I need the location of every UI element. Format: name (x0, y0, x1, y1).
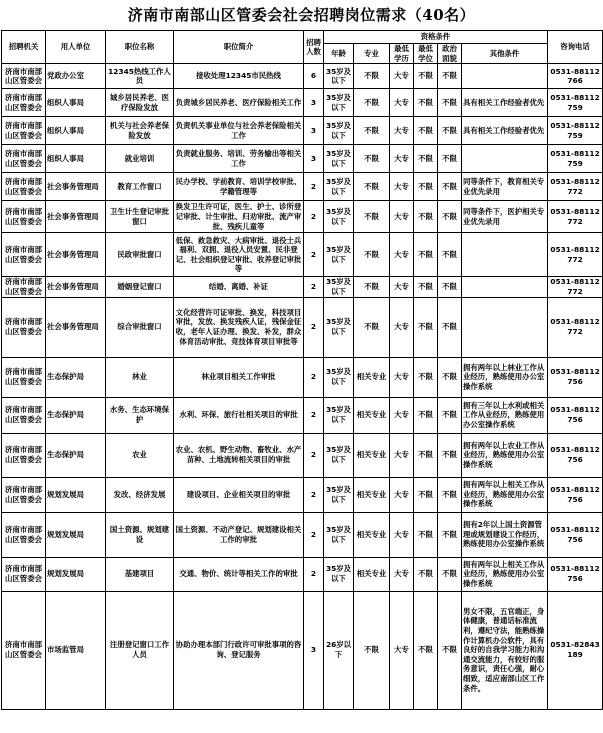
other-cell: 拥有两年以上农业工作从业经历，熟练使用办公室操作系统 (462, 433, 548, 477)
other-cell: 具有相关工作经验者优先 (462, 89, 548, 117)
header-org: 招聘机关 (2, 31, 46, 64)
degree-cell: 不限 (414, 297, 438, 357)
edu-cell: 大专 (390, 433, 414, 477)
post-cell: 卫生计生登记审批窗口 (106, 201, 174, 233)
intro-cell: 水利、环保、旅行社相关项目的审批 (174, 397, 304, 433)
recruitment-table (1, 30, 603, 710)
intro-cell: 换发卫生许可证，医生、护士、诊所登记审批、计生审批、归劝审批、流产审批、残疾儿童等 (174, 201, 304, 233)
intro-cell: 建设项目、企业相关项目的审批 (174, 477, 304, 512)
unit-cell: 党政办公室 (46, 64, 106, 89)
unit-cell: 规划发展局 (46, 557, 106, 591)
org-cell: 济南市南部山区管委会 (2, 397, 46, 433)
degree-cell: 不限 (414, 89, 438, 117)
degree-cell: 不限 (414, 64, 438, 89)
header-post: 职位名称 (106, 31, 174, 64)
edu-cell: 大专 (390, 397, 414, 433)
age-cell: 35岁及以下 (324, 117, 354, 145)
table-row (2, 297, 603, 357)
other-cell: 拥有三年以上水利或相关工作从业经历，熟练使用办公室操作系统 (462, 397, 548, 433)
post-cell: 城乡居民养老、医疗保险发放 (106, 89, 174, 117)
count-cell: 2 (304, 201, 324, 233)
age-cell: 35岁及以下 (324, 512, 354, 557)
age-cell: 35岁及以下 (324, 297, 354, 357)
post-cell: 婚姻登记窗口 (106, 277, 174, 297)
intro-cell: 负责城乡居民养老、医疗保险相关工作 (174, 89, 304, 117)
phone-cell: 0531-88112759 (548, 145, 603, 173)
politics-cell: 不限 (438, 557, 462, 591)
other-cell (462, 64, 548, 89)
header-edu: 最低学历 (390, 44, 414, 64)
intro-cell: 民办学校、学前教育、培训学校审批、学籍管理等 (174, 173, 304, 201)
table-row (2, 477, 603, 512)
politics-cell: 不限 (438, 433, 462, 477)
count-cell: 6 (304, 64, 324, 89)
post-cell: 发改、经济发展 (106, 477, 174, 512)
intro-cell: 协助办理本部门行政许可审批事项的咨询、登记服务 (174, 591, 304, 709)
table-body (2, 64, 603, 709)
org-cell: 济南市南部山区管委会 (2, 357, 46, 397)
post-cell: 基建项目 (106, 557, 174, 591)
major-cell: 不限 (354, 117, 390, 145)
major-cell: 相关专业 (354, 357, 390, 397)
header-phone: 咨询电话 (548, 31, 603, 64)
table-row (2, 591, 603, 709)
politics-cell: 不限 (438, 512, 462, 557)
count-cell: 3 (304, 117, 324, 145)
degree-cell: 不限 (414, 277, 438, 297)
politics-cell: 不限 (438, 64, 462, 89)
org-cell: 济南市南部山区管委会 (2, 89, 46, 117)
edu-cell: 大专 (390, 145, 414, 173)
table-row (2, 117, 603, 145)
other-cell (462, 277, 548, 297)
age-cell: 26岁以下 (324, 591, 354, 709)
table-row (2, 201, 603, 233)
org-cell: 济南市南部山区管委会 (2, 201, 46, 233)
page-title: 济南市南部山区管委会社会招聘岗位需求（40名） (127, 6, 476, 24)
edu-cell: 大专 (390, 89, 414, 117)
count-cell: 2 (304, 477, 324, 512)
count-cell: 2 (304, 277, 324, 297)
age-cell: 35岁及以下 (324, 201, 354, 233)
major-cell: 不限 (354, 201, 390, 233)
header-unit: 用人单位 (46, 31, 106, 64)
age-cell: 35岁及以下 (324, 433, 354, 477)
politics-cell: 不限 (438, 89, 462, 117)
unit-cell: 组织人事局 (46, 145, 106, 173)
degree-cell: 不限 (414, 173, 438, 201)
other-cell: 拥有两年以上相关工作从业经历，熟练使用办公室操作系统 (462, 557, 548, 591)
edu-cell: 大专 (390, 201, 414, 233)
degree-cell: 不限 (414, 557, 438, 591)
table-row (2, 433, 603, 477)
count-cell: 2 (304, 557, 324, 591)
count-cell: 2 (304, 233, 324, 277)
unit-cell: 规划发展局 (46, 512, 106, 557)
intro-cell: 低保、救急救灾、大病审批、退役士兵福利、双拥、退役人员安置、民非登记、社会组织登记审批、收养登记审批等 (174, 233, 304, 277)
age-cell: 35岁及以下 (324, 357, 354, 397)
major-cell: 相关专业 (354, 512, 390, 557)
major-cell: 相关专业 (354, 557, 390, 591)
header-qualifications: 资格条件 (324, 31, 548, 44)
post-cell: 林业 (106, 357, 174, 397)
org-cell: 济南市南部山区管委会 (2, 145, 46, 173)
age-cell: 35岁及以下 (324, 397, 354, 433)
other-cell (462, 297, 548, 357)
phone-cell: 0531-88112756 (548, 512, 603, 557)
edu-cell: 大专 (390, 512, 414, 557)
major-cell: 相关专业 (354, 433, 390, 477)
degree-cell: 不限 (414, 477, 438, 512)
count-cell: 3 (304, 145, 324, 173)
edu-cell: 大专 (390, 277, 414, 297)
major-cell: 相关专业 (354, 397, 390, 433)
major-cell: 不限 (354, 591, 390, 709)
post-cell: 国土资源、规划建设 (106, 512, 174, 557)
other-cell: 拥有2年以上国土资源管理或规划建设工作经历，熟练使用办公室操作系统 (462, 512, 548, 557)
count-cell: 2 (304, 397, 324, 433)
edu-cell: 大专 (390, 233, 414, 277)
major-cell: 相关专业 (354, 477, 390, 512)
degree-cell: 不限 (414, 591, 438, 709)
politics-cell: 不限 (438, 145, 462, 173)
post-cell: 综合审批窗口 (106, 297, 174, 357)
unit-cell: 社会事务管理局 (46, 173, 106, 201)
other-cell: 拥有两年以上林业工作从业经历，熟练使用办公室操作系统 (462, 357, 548, 397)
unit-cell: 社会事务管理局 (46, 201, 106, 233)
unit-cell: 生态保护局 (46, 433, 106, 477)
phone-cell: 0531-88112772 (548, 277, 603, 297)
table-row (2, 397, 603, 433)
post-cell: 农业 (106, 433, 174, 477)
unit-cell: 社会事务管理局 (46, 233, 106, 277)
count-cell: 2 (304, 512, 324, 557)
unit-cell: 生态保护局 (46, 397, 106, 433)
major-cell: 不限 (354, 64, 390, 89)
unit-cell: 组织人事局 (46, 89, 106, 117)
degree-cell: 不限 (414, 357, 438, 397)
politics-cell: 不限 (438, 357, 462, 397)
table-row (2, 233, 603, 277)
table-row (2, 277, 603, 297)
unit-cell: 社会事务管理局 (46, 277, 106, 297)
post-cell: 民政审批窗口 (106, 233, 174, 277)
table-row (2, 357, 603, 397)
age-cell: 35岁及以下 (324, 277, 354, 297)
age-cell: 35岁及以下 (324, 64, 354, 89)
edu-cell: 大专 (390, 173, 414, 201)
degree-cell: 不限 (414, 117, 438, 145)
header-intro: 职位简介 (174, 31, 304, 64)
count-cell: 2 (304, 433, 324, 477)
politics-cell: 不限 (438, 117, 462, 145)
intro-cell: 结婚、离婚、补证 (174, 277, 304, 297)
politics-cell: 不限 (438, 233, 462, 277)
phone-cell: 0531-88112772 (548, 233, 603, 277)
header-age: 年龄 (324, 44, 354, 64)
politics-cell: 不限 (438, 201, 462, 233)
table-row (2, 557, 603, 591)
edu-cell: 大专 (390, 357, 414, 397)
phone-cell: 0531-88112756 (548, 477, 603, 512)
phone-cell: 0531-88112756 (548, 397, 603, 433)
post-cell: 注册登记窗口工作人员 (106, 591, 174, 709)
org-cell: 济南市南部山区管委会 (2, 477, 46, 512)
phone-cell: 0531-88112772 (548, 201, 603, 233)
count-cell: 3 (304, 591, 324, 709)
other-cell (462, 145, 548, 173)
unit-cell: 组织人事局 (46, 117, 106, 145)
org-cell: 济南市南部山区管委会 (2, 433, 46, 477)
count-cell: 2 (304, 173, 324, 201)
edu-cell: 大专 (390, 297, 414, 357)
org-cell: 济南市南部山区管委会 (2, 297, 46, 357)
other-cell: 拥有两年以上相关工作从业经历，熟练使用办公室操作系统 (462, 477, 548, 512)
major-cell: 不限 (354, 277, 390, 297)
edu-cell: 大专 (390, 591, 414, 709)
politics-cell: 不限 (438, 173, 462, 201)
count-cell: 2 (304, 297, 324, 357)
age-cell: 35岁及以下 (324, 557, 354, 591)
intro-cell: 负责就业服务、培训、劳务输出等相关工作 (174, 145, 304, 173)
org-cell: 济南市南部山区管委会 (2, 557, 46, 591)
degree-cell: 不限 (414, 233, 438, 277)
org-cell: 济南市南部山区管委会 (2, 173, 46, 201)
post-cell: 就业培训 (106, 145, 174, 173)
degree-cell: 不限 (414, 433, 438, 477)
degree-cell: 不限 (414, 397, 438, 433)
edu-cell: 大专 (390, 477, 414, 512)
org-cell: 济南市南部山区管委会 (2, 512, 46, 557)
phone-cell: 0531-88112756 (548, 357, 603, 397)
post-cell: 机关与社会养老保险发放 (106, 117, 174, 145)
org-cell: 济南市南部山区管委会 (2, 117, 46, 145)
politics-cell: 不限 (438, 591, 462, 709)
other-cell: 同等条件下，医护相关专业优先录用 (462, 201, 548, 233)
politics-cell: 不限 (438, 297, 462, 357)
unit-cell: 市场监管局 (46, 591, 106, 709)
major-cell: 不限 (354, 89, 390, 117)
other-cell: 同等条件下，教育相关专业优先录用 (462, 173, 548, 201)
major-cell: 不限 (354, 145, 390, 173)
phone-cell: 0531-88112756 (548, 557, 603, 591)
major-cell: 不限 (354, 173, 390, 201)
other-cell: 具有相关工作经验者优先 (462, 117, 548, 145)
edu-cell: 大专 (390, 117, 414, 145)
politics-cell: 不限 (438, 397, 462, 433)
header-count: 招聘人数 (304, 31, 324, 64)
major-cell: 不限 (354, 297, 390, 357)
org-cell: 济南市南部山区管委会 (2, 591, 46, 709)
org-cell: 济南市南部山区管委会 (2, 277, 46, 297)
degree-cell: 不限 (414, 145, 438, 173)
phone-cell: 0531-88112756 (548, 433, 603, 477)
table-row (2, 512, 603, 557)
unit-cell: 规划发展局 (46, 477, 106, 512)
politics-cell: 不限 (438, 477, 462, 512)
age-cell: 35岁及以下 (324, 173, 354, 201)
header-degree: 最低学位 (414, 44, 438, 64)
intro-cell: 文化经营许可证审批、换发，科技项目审批，发放、换发残疾人证，残保金征收，老年人证办理、换发、补发，群众体育活动审批、竞技体育项目审批等 (174, 297, 304, 357)
phone-cell: 0531-82843189 (548, 591, 603, 709)
intro-cell: 国土资源、不动产登记、规划建设相关工作的审批 (174, 512, 304, 557)
intro-cell: 农业、农机、野生动物、畜牧业、水产苗种、土地流转相关项目的审批 (174, 433, 304, 477)
phone-cell: 0531-88112759 (548, 117, 603, 145)
post-cell: 水务、生态环境保护 (106, 397, 174, 433)
org-cell: 济南市南部山区管委会 (2, 64, 46, 89)
count-cell: 3 (304, 89, 324, 117)
unit-cell: 社会事务管理局 (46, 297, 106, 357)
phone-cell: 0531-88112759 (548, 89, 603, 117)
intro-cell: 林业项目相关工作审批 (174, 357, 304, 397)
table-row (2, 64, 603, 89)
header-politics: 政治面貌 (438, 44, 462, 64)
age-cell: 35岁及以下 (324, 233, 354, 277)
degree-cell: 不限 (414, 201, 438, 233)
degree-cell: 不限 (414, 512, 438, 557)
post-cell: 12345热线工作人员 (106, 64, 174, 89)
politics-cell: 不限 (438, 277, 462, 297)
table-row (2, 173, 603, 201)
other-cell (462, 233, 548, 277)
age-cell: 35岁及以下 (324, 89, 354, 117)
table-row (2, 89, 603, 117)
phone-cell: 0531-88112772 (548, 173, 603, 201)
edu-cell: 大专 (390, 64, 414, 89)
edu-cell: 大专 (390, 557, 414, 591)
intro-cell: 交通、物价、统计等相关工作的审批 (174, 557, 304, 591)
phone-cell: 0531-88112766 (548, 64, 603, 89)
intro-cell: 接收处理12345市民热线 (174, 64, 304, 89)
other-cell: 男女不限，五官端正，身体健康，普通话标准流利，遵纪守法，能熟练操作计算机办公软件，具有良好的自我学习能力和沟通交流能力，有较好的服务意识，责任心强，耐心细致，适应南部山区工作条件。 (462, 591, 548, 709)
intro-cell: 负责机关事业单位与社会养老保险相关工作 (174, 117, 304, 145)
age-cell: 35岁及以下 (324, 145, 354, 173)
major-cell: 不限 (354, 233, 390, 277)
table-row (2, 145, 603, 173)
header-other: 其他条件 (462, 44, 548, 64)
org-cell: 济南市南部山区管委会 (2, 233, 46, 277)
age-cell: 35岁及以下 (324, 477, 354, 512)
phone-cell: 0531-88112772 (548, 297, 603, 357)
unit-cell: 生态保护局 (46, 357, 106, 397)
count-cell: 2 (304, 357, 324, 397)
post-cell: 教育工作窗口 (106, 173, 174, 201)
header-major: 专业 (354, 44, 390, 64)
